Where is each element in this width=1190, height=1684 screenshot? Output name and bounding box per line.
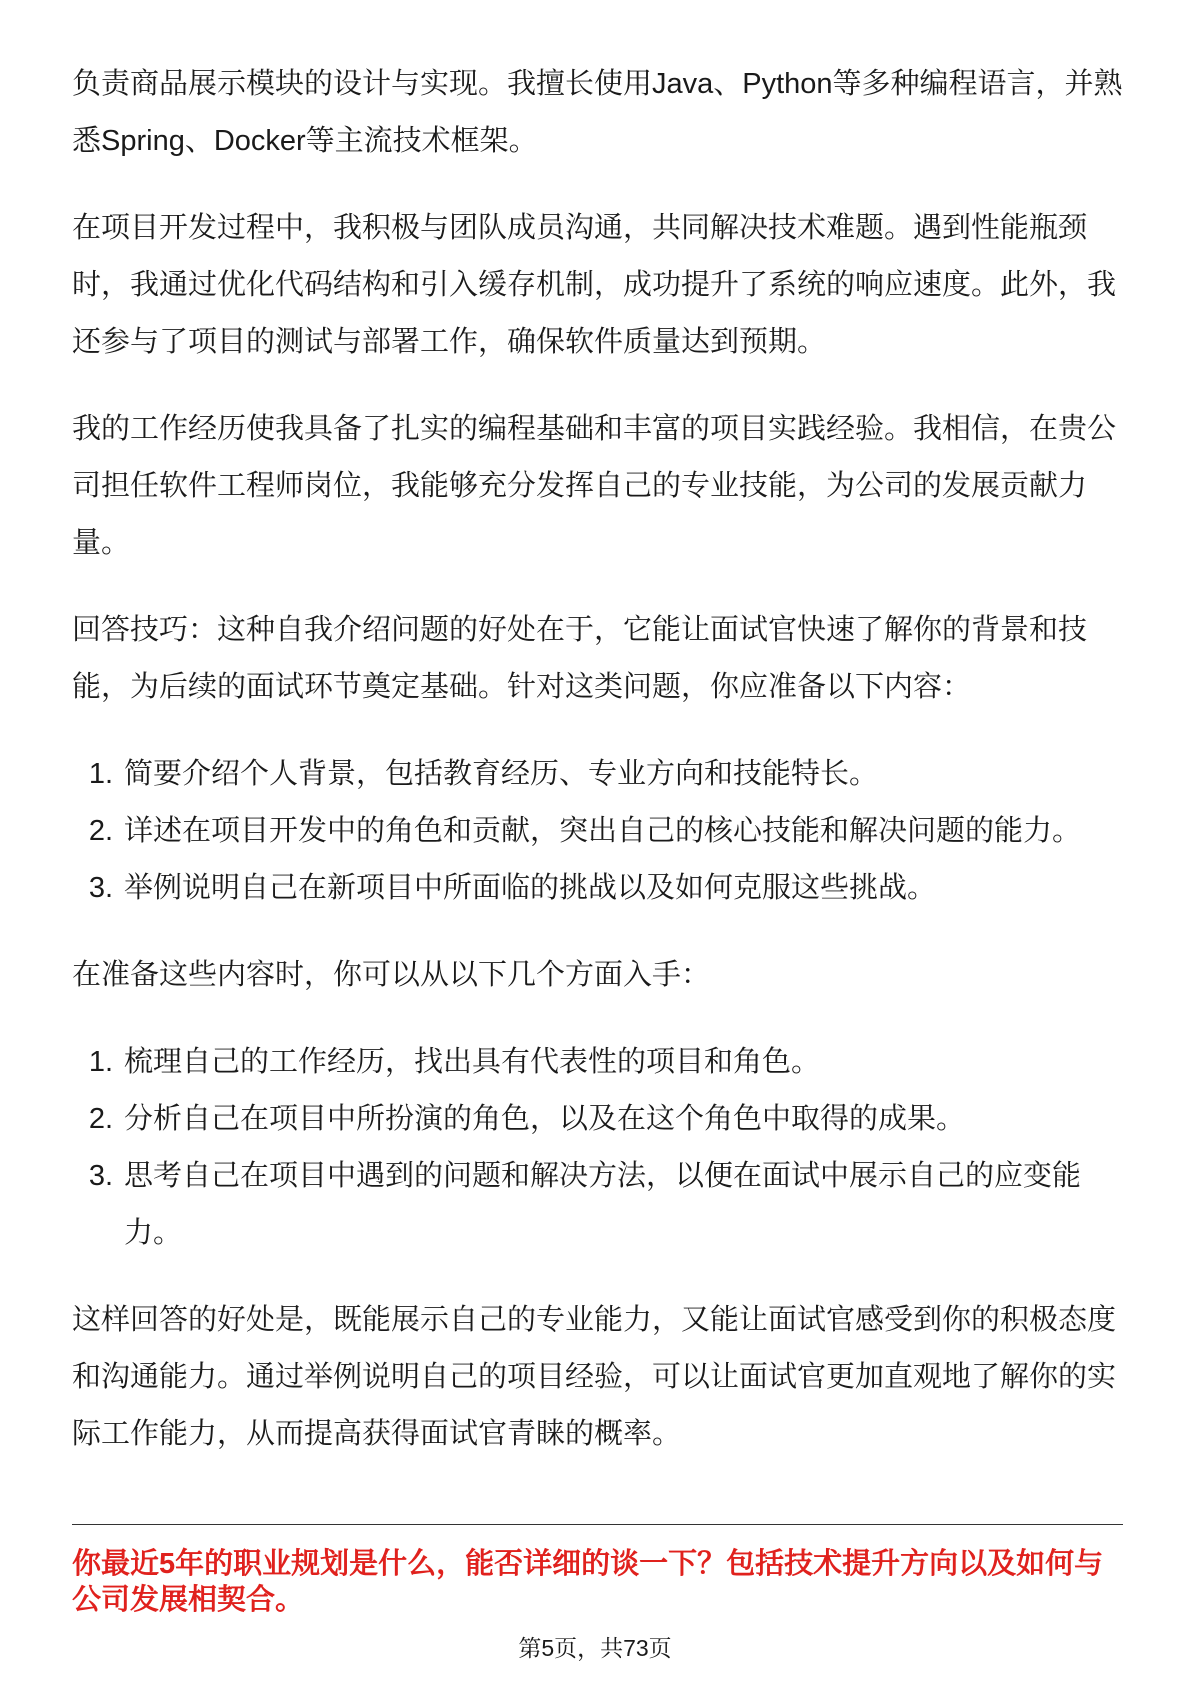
text-line: 详述在项目开发中的角色和贡献，突出自己的核心技能和解决问题的能力。 (124, 815, 1082, 847)
text-line: 思考自己在项目中遇到的问题和解决方法，以便在面试中展示自己的应变能 (124, 1160, 1082, 1192)
text-line: 时，我通过优化代码结构和引入缓存机制，成功提升了系统的响应速度。此外，我 (72, 269, 1117, 301)
text-line: 我的工作经历使我具备了扎实的编程基础和丰富的项目实践经验。我相信，在贵公 (72, 413, 1117, 445)
paragraph-intro-skills (72, 56, 1132, 170)
list-item (72, 1091, 1132, 1148)
section-divider (72, 1524, 1123, 1525)
list-item (72, 746, 1132, 803)
list-marker: 2. (88, 1103, 114, 1135)
text-line: 量。 (72, 527, 131, 559)
text-line: 在准备这些内容时，你可以从以下几个方面入手： (72, 959, 711, 991)
list-item (72, 1148, 1132, 1262)
text-line: 举例说明自己在新项目中所面临的挑战以及如何克服这些挑战。 (124, 872, 937, 904)
text-line: 在项目开发过程中，我积极与团队成员沟通，共同解决技术难题。遇到性能瓶颈 (72, 212, 1088, 244)
list-item (72, 1034, 1132, 1091)
text-line: 梳理自己的工作经历，找出具有代表性的项目和角色。 (124, 1046, 821, 1078)
text-line: 负责商品展示模块的设计与实现。我擅长使用Java、Python等多种编程语言，并熟 (72, 68, 1123, 100)
text-line: 悉Spring、Docker等主流技术框架。 (72, 125, 538, 157)
text-line: 际工作能力，从而提高获得面试官青睐的概率。 (72, 1418, 682, 1450)
paragraph-benefits (72, 1292, 1132, 1463)
list-item (72, 803, 1132, 860)
text-line: 能，为后续的面试环节奠定基础。针对这类问题，你应准备以下内容： (72, 671, 972, 703)
ordered-list-preparation (72, 746, 1132, 917)
text-line: 力。 (124, 1217, 183, 1249)
list-marker: 1. (88, 758, 114, 790)
text-line: 和沟通能力。通过举例说明自己的项目经验，可以让面试官更加直观地了解你的实 (72, 1361, 1117, 1393)
paragraph-conclusion (72, 401, 1132, 572)
page-number: 第5页，共73页 (518, 1635, 672, 1661)
text-line: 简要介绍个人背景，包括教育经历、专业方向和技能特长。 (124, 758, 879, 790)
question-line: 公司发展相契合。 (72, 1584, 305, 1616)
ordered-list-approach (72, 1034, 1132, 1262)
list-item (72, 860, 1132, 917)
list-marker: 2. (88, 815, 114, 847)
question-heading (72, 1546, 1132, 1618)
text-line: 回答技巧：这种自我介绍问题的好处在于，它能让面试官快速了解你的背景和技 (72, 614, 1088, 646)
list-marker: 3. (88, 1160, 114, 1192)
text-line: 这样回答的好处是，既能展示自己的专业能力，又能让面试官感受到你的积极态度 (72, 1304, 1117, 1336)
paragraph-answer-tips (72, 602, 1132, 716)
text-line: 分析自己在项目中所扮演的角色，以及在这个角色中取得的成果。 (124, 1103, 966, 1135)
list-marker: 3. (88, 872, 114, 904)
paragraph-project-experience (72, 200, 1132, 371)
text-line: 司担任软件工程师岗位，我能够充分发挥自己的专业技能，为公司的发展贡献力 (72, 470, 1088, 502)
question-line: 你最近5年的职业规划是什么，能否详细的谈一下？包括技术提升方向以及如何与 (72, 1548, 1104, 1580)
text-line: 还参与了项目的测试与部署工作，确保软件质量达到预期。 (72, 326, 827, 358)
paragraph-preparation-intro (72, 947, 1132, 1004)
list-marker: 1. (88, 1046, 114, 1078)
document-body (72, 56, 1132, 1493)
